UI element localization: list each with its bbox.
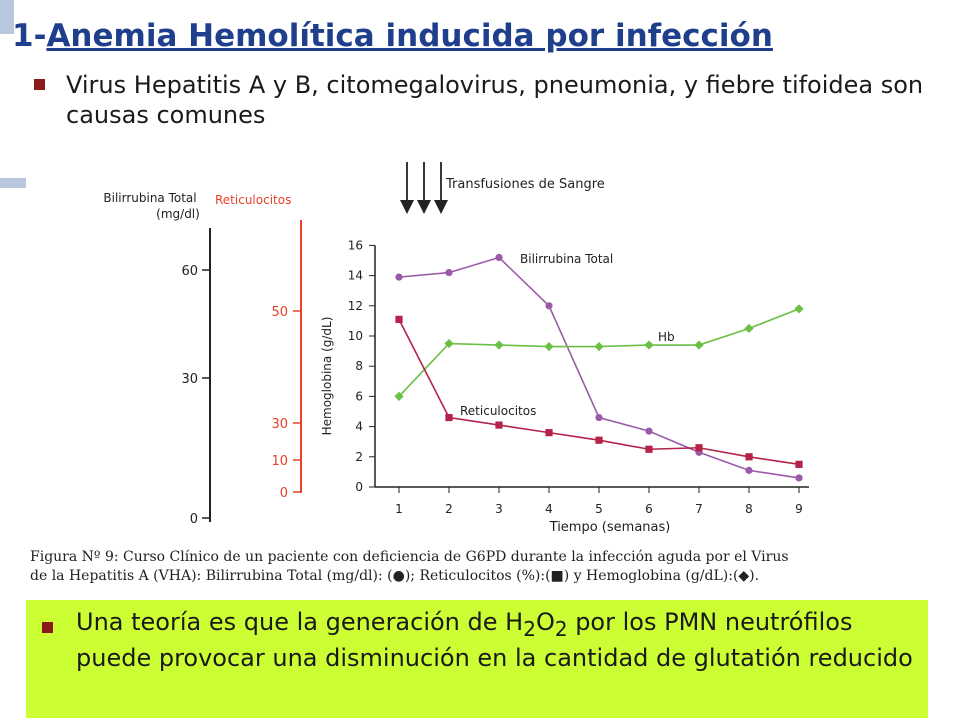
transfusion-annotation: Transfusiones de Sangre [446, 177, 605, 192]
theory-text-part: por los PMN neutrófilos puede provocar una disminución en la cantidad de glutatión reducido [76, 608, 913, 672]
x-axis-tick-label: 1 [395, 502, 403, 516]
hemoglobina-axis-tick-label: 10 [347, 329, 363, 343]
chart-figure [26, 140, 846, 590]
bilirrubina-point [395, 274, 402, 281]
slide-title [12, 18, 773, 54]
reticulocitos-point [445, 414, 452, 421]
x-axis-tick-label: 8 [745, 502, 753, 516]
hb-point [794, 304, 803, 313]
bullet-square-icon [34, 79, 45, 90]
bilirrubina-axis-title: Bilirrubina Total [103, 191, 197, 205]
x-axis-tick-label: 3 [495, 502, 503, 516]
bilirrubina-point [595, 414, 602, 421]
x-axis-title: Tiempo (semanas) [549, 520, 671, 535]
bilirrubina-point [745, 467, 752, 474]
reticulocitos-axis-tick-label: 10 [271, 454, 288, 469]
bilirrubina-axis-tick-label: 60 [181, 264, 198, 279]
reticulocitos-axis-tick-label: 50 [271, 305, 288, 320]
hb-point [494, 340, 503, 349]
bilirrubina-axis-tick-label: 30 [181, 372, 198, 387]
bilirrubina-axis-unit: (mg/dl) [156, 207, 200, 221]
x-axis-tick-label: 7 [695, 502, 703, 516]
bilirrubina-axis-tick-label: 0 [189, 512, 198, 527]
reticulocitos-point [545, 429, 552, 436]
transfusion-arrowhead-icon [417, 200, 431, 214]
transfusion-arrowhead-icon [400, 200, 414, 214]
reticulocitos-point [645, 446, 652, 453]
series-label-reticulocitos: Reticulocitos [460, 404, 537, 418]
hb-point [544, 342, 553, 351]
reticulocitos-point [595, 437, 602, 444]
bilirrubina-point [645, 428, 652, 435]
reticulocitos-point [395, 316, 402, 323]
title-main: Anemia Hemolítica inducida por infección [46, 18, 773, 54]
x-axis-tick-label: 2 [445, 502, 453, 516]
x-axis-tick-label: 6 [645, 502, 653, 516]
bilirrubina-point [795, 474, 802, 481]
hemoglobina-axis-tick-label: 6 [355, 389, 363, 404]
bullet-square-icon [42, 622, 53, 633]
hb-point [644, 340, 653, 349]
hemoglobina-axis-title: Hemoglobina (g/dL) [320, 316, 334, 436]
hemoglobina-axis-tick-label: 14 [347, 268, 363, 283]
bilirrubina-point [445, 269, 452, 276]
reticulocitos-axis-tick-label: 0 [279, 486, 288, 501]
hemoglobina-axis-tick-label: 4 [355, 419, 363, 434]
hemoglobina-axis-tick-label: 8 [355, 359, 363, 374]
bullet-text-causes: Virus Hepatitis A y B, citomegalovirus, pneumonia, y fiebre tifoidea son causas comunes [66, 71, 924, 129]
bilirrubina-point [495, 254, 502, 261]
subscript-2: 2 [523, 616, 536, 641]
reticulocitos-point [795, 461, 802, 468]
chart-svg [26, 140, 846, 590]
title-prefix: 1- [12, 18, 47, 54]
series-line-circle [399, 257, 799, 477]
hb-point [744, 324, 753, 333]
reticulocitos-point [695, 444, 702, 451]
x-axis-tick-label: 9 [795, 502, 803, 516]
theory-text-part: O [535, 608, 555, 636]
series-label-hb: Hb [658, 330, 675, 344]
theory-text [76, 608, 926, 673]
hemoglobina-axis-tick-label: 12 [347, 298, 363, 313]
theory-text-part: Una teoría es que la generación de H [76, 608, 524, 636]
subscript-2: 2 [554, 616, 568, 641]
hb-point [594, 342, 603, 351]
reticulocitos-point [495, 421, 502, 428]
hb-point [694, 340, 703, 349]
reticulocitos-axis-title: Reticulocitos [215, 193, 292, 207]
hemoglobina-axis-tick-label: 0 [355, 480, 363, 494]
figure-caption-line1: Figura Nº 9: Curso Clínico de un paciente con deficiencia de G6PD durante la infección aguda por el Virus [30, 549, 789, 565]
hemoglobina-axis-tick-label: 16 [347, 238, 363, 253]
x-axis-tick-label: 4 [545, 502, 553, 516]
series-line-diamond [399, 309, 799, 397]
x-axis-tick-label: 5 [595, 502, 603, 516]
hemoglobina-axis-tick-label: 2 [355, 449, 363, 464]
bilirrubina-point [545, 302, 552, 309]
series-label-bilirrubina: Bilirrubina Total [520, 252, 614, 266]
reticulocitos-axis-tick-label: 30 [271, 417, 288, 432]
reticulocitos-point [745, 453, 752, 460]
figure-caption-line2: de la Hepatitis A (VHA): Bilirrubina Total (mg/dl): (●); Reticulocitos (%):(■) y Hemoglobina (g/dL):(◆). [30, 568, 760, 584]
transfusion-arrowhead-icon [434, 200, 448, 214]
